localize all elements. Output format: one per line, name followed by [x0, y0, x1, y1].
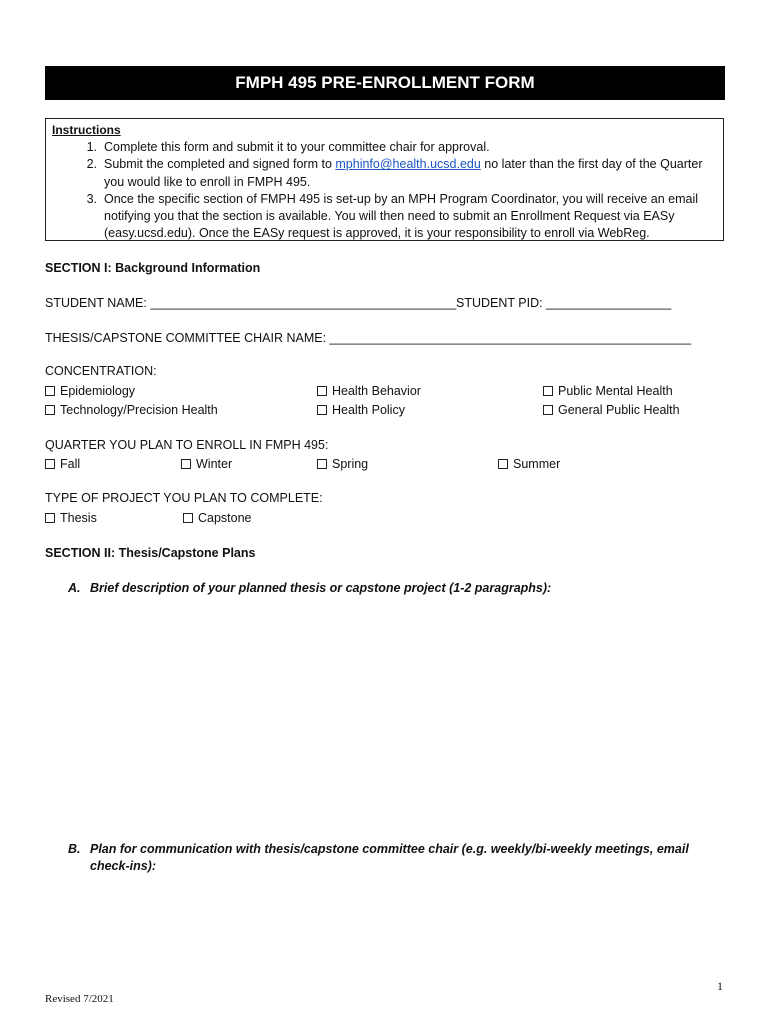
instruction-text: Once the specific section of FMPH 495 is set-up by an MPH Program Coordinator, you will receive an email notifying you that the section is available. You will then need to submit an Enrollment Request via EASy (easy.ucsd.edu). Once the EASy request is approved, it is your responsibility to enroll via WebReg. [104, 191, 699, 241]
option-label: Health Behavior [332, 384, 421, 398]
instructions-heading: Instructions [52, 123, 121, 137]
project-option[interactable] [183, 511, 252, 525]
instruction-item-3 [52, 191, 717, 243]
instruction-text [104, 156, 717, 190]
quarter-option[interactable] [45, 457, 80, 471]
concentration-label: CONCENTRATION: [45, 364, 157, 378]
concentration-option[interactable] [45, 403, 218, 417]
instruction-item-2 [52, 156, 717, 190]
quarter-option[interactable] [181, 457, 232, 471]
checkbox-icon[interactable] [45, 386, 55, 396]
option-label: Winter [196, 457, 233, 471]
checkbox-icon[interactable] [45, 513, 55, 523]
option-label: Thesis [60, 511, 97, 525]
checkbox-icon[interactable] [317, 459, 327, 469]
form-title: FMPH 495 PRE-ENROLLMENT FORM [45, 66, 725, 100]
concentration-option[interactable] [45, 384, 135, 398]
section-2-heading: SECTION II: Thesis/Capstone Plans [45, 546, 256, 560]
option-label: Public Mental Health [558, 384, 673, 398]
instructions-box [45, 118, 724, 241]
project-option[interactable] [45, 511, 97, 525]
quarter-option[interactable] [498, 457, 560, 471]
checkbox-icon[interactable] [543, 386, 553, 396]
option-label: Fall [60, 457, 81, 471]
option-label: Health Policy [332, 403, 405, 417]
option-label: Technology/Precision Health [60, 403, 218, 417]
checkbox-icon[interactable] [317, 405, 327, 415]
question-text: Brief description of your planned thesis or capstone project (1-2 paragraphs): [90, 581, 552, 595]
student-pid-field[interactable]: STUDENT PID: __________________ [456, 296, 672, 310]
checkbox-icon[interactable] [317, 386, 327, 396]
checkbox-icon[interactable] [45, 405, 55, 415]
option-label: General Public Health [558, 403, 680, 417]
option-label: Summer [513, 457, 561, 471]
checkbox-icon[interactable] [45, 459, 55, 469]
revised-date: Revised 7/2021 [45, 993, 114, 1005]
instruction-text-post: no later than the first day of the Quarter you would like to enroll in FMPH 495. [104, 157, 703, 189]
concentration-option[interactable] [317, 384, 421, 398]
student-name-field[interactable]: STUDENT NAME: ____________________________________________ [45, 296, 457, 310]
instruction-number: 3. [86, 191, 97, 206]
instruction-item-1 [52, 139, 717, 156]
question-a [68, 581, 718, 595]
question-text: Plan for communication with thesis/capstone committee chair (e.g. weekly/bi-weekly meetings, email check-ins): [90, 842, 689, 873]
instructions-list [52, 139, 717, 242]
question-b [68, 841, 723, 875]
instruction-number: 2. [86, 157, 97, 172]
instruction-text-pre: Submit the completed and signed form to [104, 157, 336, 172]
checkbox-icon[interactable] [181, 459, 191, 469]
option-label: Spring [332, 457, 369, 471]
email-link[interactable]: mphinfo@health.ucsd.edu [335, 157, 481, 172]
quarter-option[interactable] [317, 457, 368, 471]
section-1-heading: SECTION I: Background Information [45, 261, 261, 275]
page-number: 1 [717, 979, 723, 993]
checkbox-icon[interactable] [183, 513, 193, 523]
quarter-label: QUARTER YOU PLAN TO ENROLL IN FMPH 495: [45, 438, 329, 452]
option-label: Capstone [198, 511, 252, 525]
concentration-option[interactable] [543, 403, 680, 417]
checkbox-icon[interactable] [498, 459, 508, 469]
concentration-option[interactable] [317, 403, 405, 417]
instruction-text: Complete this form and submit it to your committee chair for approval. [104, 140, 490, 155]
instruction-number: 1. [86, 140, 97, 155]
question-letter: A. [68, 581, 81, 595]
option-label: Epidemiology [60, 384, 136, 398]
checkbox-icon[interactable] [543, 405, 553, 415]
concentration-option[interactable] [543, 384, 673, 398]
project-type-label: TYPE OF PROJECT YOU PLAN TO COMPLETE: [45, 491, 323, 505]
chair-name-field[interactable]: THESIS/CAPSTONE COMMITTEE CHAIR NAME: ____________________________________________________ [45, 331, 692, 345]
question-letter: B. [68, 842, 81, 856]
